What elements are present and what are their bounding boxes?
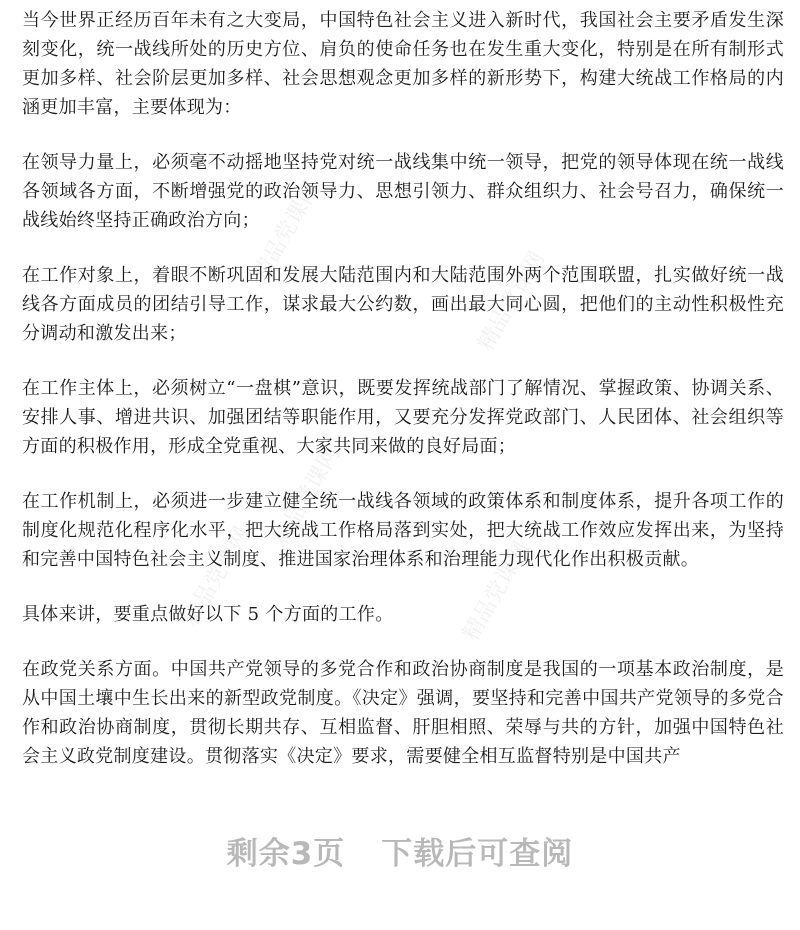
paragraph-leadership: 在领导力量上，必须毫不动摇地坚持党对统一战线集中统一领导，把党的领导体现在统一战线各领域各方面，不断增强党的政治领导力、思想引领力、群众组织力、社会号召力，确保统一战线始终坚持正确政治方向；: [22, 152, 784, 231]
watermark: 精品党课网: [268, 442, 346, 551]
remaining-pages-label: 剩余3页: [226, 836, 346, 872]
watermark: 精品党课网: [473, 247, 551, 356]
paragraph-specifics: 具体来讲，要重点做好以下 5 个方面的工作。: [22, 604, 394, 625]
download-prompt[interactable]: [0, 828, 800, 873]
paragraph-work-targets: 在工作对象上，着眼不断巩固和发展大陆范围内和大陆范围外两个范围联盟，扎实做好统一战线各方面成员的团结引导工作，谋求最大公约数，画出最大同心圆，把他们的主动性积极性充分调动和激发出来；: [22, 265, 784, 344]
watermark: 精品党课网: [458, 537, 536, 646]
document-body: [22, 6, 784, 797]
paragraph-work-mechanism: 在工作机制上，必须进一步建立健全统一战线各领域的政策体系和制度体系，提升各项工作的制度化规范化程序化水平，把大统战工作格局落到实处，把大统战工作效应发挥出来，为坚持和完善中国特色社会主义制度、推进国家治理体系和治理能力现代化作出积极贡献。: [22, 491, 784, 570]
watermark: 精品党课网: [248, 177, 326, 286]
watermark: 精品党课网: [178, 522, 256, 631]
paragraph-party-relations: 在政党关系方面。中国共产党领导的多党合作和政治协商制度是我国的一项基本政治制度，是从中国土壤中生长出来的新型政党制度。《决定》强调，要坚持和完善中国共产党领导的多党合作和政治协商制度，贯彻长期共存、互相监督、肝胆相照、荣辱与共的方针，加强中国特色社会主义政党制度建设。贯彻落实《决定》要求，需要健全相互监督特别是中国共产: [22, 659, 784, 767]
paragraph-work-subjects: 在工作主体上，必须树立“一盘棋”意识，既要发挥统战部门了解情况、掌握政策、协调关系、安排人事、增进共识、加强团结等职能作用，又要充分发挥党政部门、人民团体、社会组织等方面的积极作用，形成全党重视、大家共同来做的良好局面；: [22, 378, 784, 457]
download-hint-label: 下载后可查阅: [381, 836, 574, 872]
paragraph-intro: 当今世界正经历百年未有之大变局，中国特色社会主义进入新时代，我国社会主要矛盾发生深刻变化，统一战线所处的历史方位、肩负的使命任务也在发生重大变化，特别是在所有制形式更加多样、社会阶层更加多样、社会思想观念更加多样的新形势下，构建大统战工作格局的内涵更加丰富，主要体现为：: [22, 10, 784, 118]
